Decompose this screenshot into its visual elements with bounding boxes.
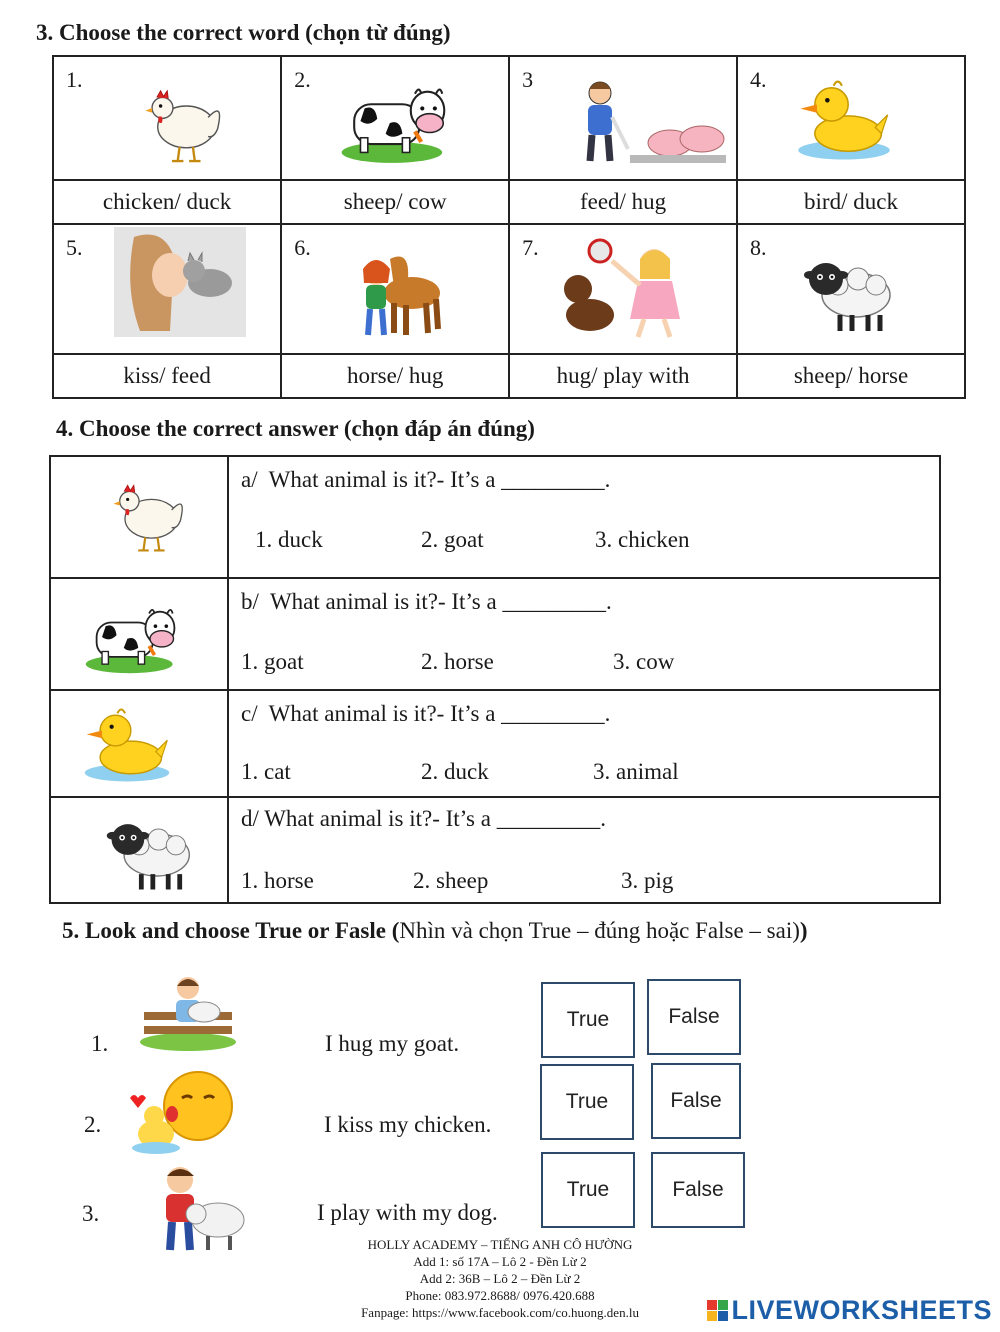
answer-option[interactable]: 2. sheep — [413, 868, 489, 893]
section5-heading-normal: Nhìn và chọn True – đúng hoặc False – sai) — [399, 918, 800, 943]
sentence: I play with my dog. — [317, 1200, 498, 1225]
answer-option[interactable]: 2. goat — [421, 527, 484, 552]
boy-hugging-goat-icon — [138, 972, 238, 1052]
question-text: c/ What animal is it?- It’s a _________. — [241, 701, 611, 726]
brand-name: LIVEWORKSHEETS — [731, 1295, 992, 1325]
question-cell — [228, 456, 940, 578]
item-number: 8. — [750, 235, 767, 260]
section3-heading: 3. Choose the correct word (chọn từ đúng) — [36, 20, 451, 45]
cow-icon — [338, 77, 450, 165]
picture-cell — [50, 690, 228, 797]
option-cell[interactable]: kiss/ feed — [53, 354, 281, 398]
cow-icon — [75, 599, 187, 675]
footer-line: Add 2: 36B – Lô 2 – Đền Lừ 2 — [419, 1271, 581, 1286]
true-button[interactable]: True — [541, 1152, 635, 1228]
farmer-feeding-pigs-icon — [550, 69, 730, 169]
false-button[interactable]: False — [651, 1063, 741, 1139]
item-number: 1. — [91, 1031, 109, 1056]
item-number: 6. — [294, 235, 311, 260]
true-button[interactable]: True — [540, 1064, 634, 1140]
footer-line: HOLLY ACADEMY – TIẾNG ANH CÔ HƯỜNG — [367, 1237, 633, 1252]
option-cell[interactable]: sheep/ horse — [737, 354, 965, 398]
answer-option[interactable]: 3. chicken — [595, 527, 690, 552]
option-cell[interactable]: sheep/ cow — [281, 180, 509, 224]
question-cell — [228, 690, 940, 797]
item-number: 4. — [750, 67, 767, 92]
section4-heading: 4. Choose the correct answer (chọn đáp án đúng) — [56, 416, 535, 441]
answer-option[interactable]: 1. horse — [241, 868, 314, 893]
section5-heading-bold: 5. Look and choose True or Fasle ( — [62, 918, 400, 943]
answer-option[interactable]: 1. goat — [241, 649, 304, 674]
answer-option[interactable]: 1. cat — [241, 759, 291, 784]
section5-heading — [62, 918, 808, 944]
answer-option[interactable]: 2. duck — [421, 759, 489, 784]
answer-option[interactable]: 3. animal — [593, 759, 679, 784]
item-number: 3 — [522, 67, 534, 92]
answer-option[interactable]: 2. horse — [421, 649, 494, 674]
sentence: I hug my goat. — [325, 1031, 460, 1056]
option-cell[interactable]: hug/ play with — [509, 354, 737, 398]
picture-cell — [50, 456, 228, 578]
liveworksheets-mark-icon — [707, 1300, 728, 1321]
picture-cell — [50, 578, 228, 690]
picture-cell — [509, 224, 737, 354]
question-cell — [228, 578, 940, 690]
answer-table — [49, 455, 941, 904]
picture-cell — [50, 797, 228, 903]
item-number: 1. — [66, 67, 83, 92]
answer-option[interactable]: 3. pig — [621, 868, 674, 893]
picture-cell — [737, 56, 965, 180]
chicken-icon — [134, 79, 229, 171]
chicken-icon — [103, 473, 191, 561]
false-button[interactable]: False — [647, 979, 741, 1055]
girl-playing-with-dog-icon — [554, 233, 694, 341]
option-cell[interactable]: horse/ hug — [281, 354, 509, 398]
sheep-icon — [798, 245, 898, 339]
liveworksheets-logo[interactable] — [707, 1295, 992, 1326]
picture-cell — [281, 56, 509, 180]
emoji-kissing-chick-icon — [124, 1068, 236, 1160]
picture-cell — [53, 56, 281, 180]
item-number: 5. — [66, 235, 83, 260]
girl-hugging-horse-icon — [350, 239, 450, 339]
option-cell[interactable]: feed/ hug — [509, 180, 737, 224]
picture-cell — [53, 224, 281, 354]
true-button[interactable]: True — [541, 982, 635, 1058]
question-text: d/ What animal is it?- It’s a _________. — [241, 806, 606, 831]
picture-cell — [281, 224, 509, 354]
item-number: 2. — [84, 1112, 102, 1137]
footer-line: Add 1: số 17A – Lô 2 - Đền Lừ 2 — [413, 1254, 587, 1269]
item-number: 3. — [82, 1201, 100, 1226]
picture-cell — [509, 56, 737, 180]
answer-option[interactable]: 1. duck — [255, 527, 323, 552]
item-number: 2. — [294, 67, 311, 92]
boy-with-sheep-icon — [152, 1164, 248, 1254]
sheep-icon — [101, 806, 197, 898]
duck-icon — [792, 71, 896, 167]
footer — [300, 1236, 700, 1321]
word-choice-table — [52, 55, 966, 399]
answer-option[interactable]: 3. cow — [613, 649, 675, 674]
footer-line[interactable]: Fanpage: https://www.facebook.com/co.huong.den.lu — [361, 1305, 639, 1320]
footer-line: Phone: 083.972.8688/ 0976.420.688 — [405, 1288, 595, 1303]
false-button[interactable]: False — [651, 1152, 745, 1228]
item-number: 7. — [522, 235, 539, 260]
question-text: b/ What animal is it?- It’s a _________. — [241, 589, 612, 614]
sentence: I kiss my chicken. — [324, 1112, 492, 1137]
duck-icon — [79, 699, 175, 789]
question-text: a/ What animal is it?- It’s a _________. — [241, 467, 611, 492]
picture-cell — [737, 224, 965, 354]
girl-kissing-cat-icon — [114, 227, 246, 337]
question-cell — [228, 797, 940, 903]
option-cell[interactable]: bird/ duck — [737, 180, 965, 224]
section5-heading-close: ) — [799, 918, 808, 943]
option-cell[interactable]: chicken/ duck — [53, 180, 281, 224]
